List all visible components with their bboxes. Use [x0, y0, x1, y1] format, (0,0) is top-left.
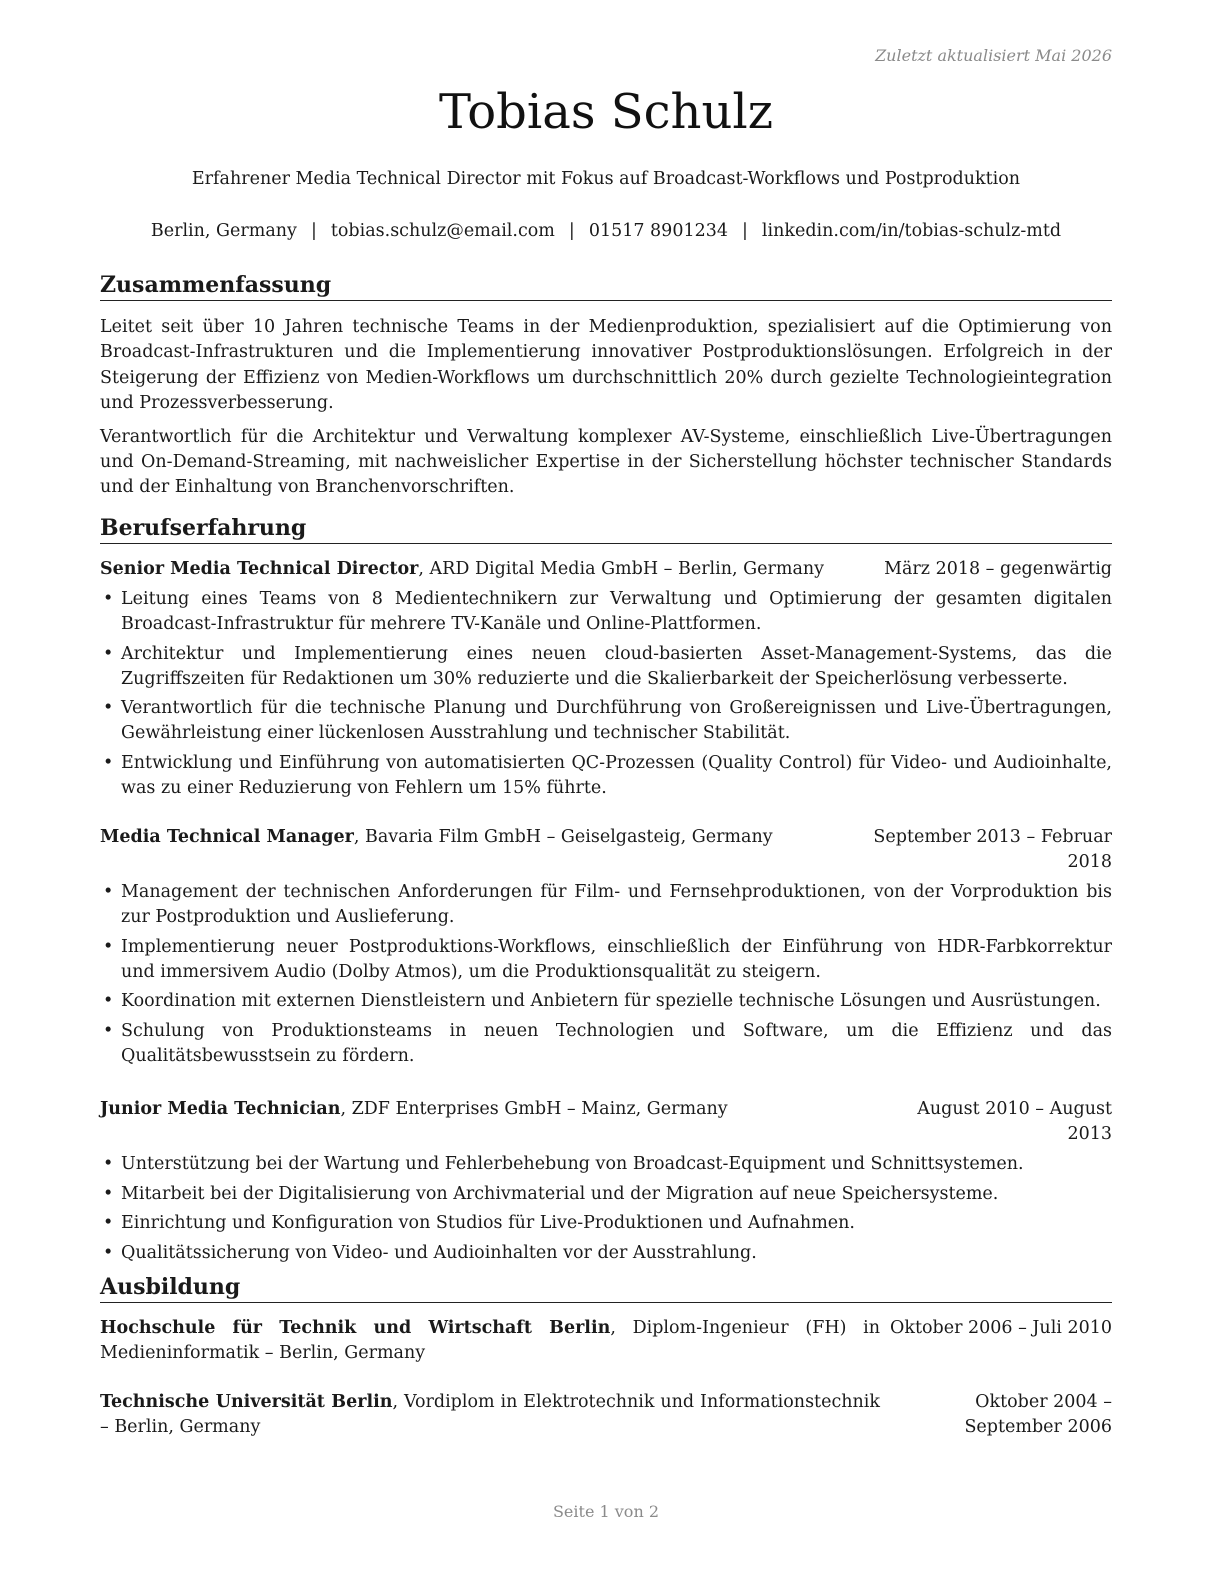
list-item: • Mitarbeit bei der Digitalisierung von Archivmaterial und der Migration auf neue Speichersysteme.: [100, 1182, 1112, 1207]
candidate-name: Tobias Schulz: [438, 84, 773, 140]
contact-line: [100, 221, 1112, 241]
job-header: [100, 825, 1112, 875]
job-entry: [100, 557, 1112, 805]
education-detail: , Diplom-Ingenieur (FH) in Medieninformatik – Berlin, Germany: [100, 1318, 881, 1363]
list-item: • Qualitätssicherung von Video- und Audioinhalten vor der Ausstrahlung.: [100, 1241, 1112, 1266]
job-dates: August 2010 – August 2013: [917, 1099, 1112, 1144]
education-header: [100, 1316, 1112, 1366]
experience-section: [100, 513, 1112, 544]
job-bullets: [100, 1152, 1112, 1266]
education-dates: Oktober 2006 – Juli 2010: [890, 1318, 1112, 1338]
section-title-summary: Zusammenfassung: [100, 270, 1112, 301]
contact-separator: |: [310, 221, 317, 241]
list-item: • Implementierung neuer Postproduktions-Workflows, einschließlich der Einführung von HDR-Farbkorrektur und immersivem Audio (Dolby Atmos), um die Produktionsqualität zu steigern.: [100, 935, 1112, 985]
education-header: [100, 1390, 1112, 1440]
section-title-education: Ausbildung: [100, 1272, 1112, 1303]
education-detail: , Vordiplom in Elektrotechnik und Informationstechnik – Berlin, Germany: [100, 1392, 880, 1437]
job-header: [100, 557, 1112, 582]
list-item: • Verantwortlich für die technische Planung und Durchführung von Großereignissen und Live-Übertragungen, Gewährleistung einer lückenlosen Ausstrahlung und technischer Stabilität.: [100, 696, 1112, 746]
education-school: Hochschule für Technik und Wirtschaft Berlin: [100, 1318, 611, 1338]
last-updated: Zuletzt aktualisiert Mai 2026: [875, 46, 1112, 65]
job-org: , ZDF Enterprises GmbH – Mainz, Germany: [340, 1099, 728, 1119]
contact-separator: |: [741, 221, 748, 241]
summary-section: [100, 270, 1112, 501]
job-entry: [100, 1097, 1112, 1270]
job-dates: März 2018 – gegenwärtig: [884, 559, 1112, 579]
job-entry: [100, 825, 1112, 1073]
contact-separator: |: [568, 221, 575, 241]
contact-email[interactable]: tobias.schulz@email.com: [330, 221, 555, 241]
list-item: • Einrichtung und Konfiguration von Studios für Live-Produktionen und Aufnahmen.: [100, 1211, 1112, 1236]
education-entry: [100, 1316, 1112, 1366]
job-org: , Bavaria Film GmbH – Geiselgasteig, Germany: [353, 827, 773, 847]
job-role: Media Technical Manager: [100, 827, 354, 847]
job-dates: September 2013 – Februar 2018: [873, 827, 1112, 872]
job-header: [100, 1097, 1112, 1147]
list-item: • Management der technischen Anforderungen für Film- und Fernsehproduktionen, von der Vorproduktion bis zur Postproduktion und Auslieferung.: [100, 880, 1112, 930]
job-role: Junior Media Technician: [100, 1099, 341, 1119]
education-school: Technische Universität Berlin: [100, 1392, 393, 1412]
list-item: • Entwicklung und Einführung von automatisierten QC-Prozessen (Quality Control) für Video- und Audioinhalte, was zu einer Reduzierung von Fehlern um 15% führte.: [100, 751, 1112, 801]
contact-location: Berlin, Germany: [150, 221, 297, 241]
contact-phone: 01517 8901234: [588, 221, 728, 241]
education-entry: [100, 1390, 1112, 1440]
page-number: Seite 1 von 2: [552, 1502, 660, 1521]
education-dates: Oktober 2004 – September 2006: [964, 1392, 1112, 1437]
job-role: Senior Media Technical Director: [100, 559, 419, 579]
list-item: • Koordination mit externen Dienstleistern und Anbietern für spezielle technische Lösungen und Ausrüstungen.: [100, 989, 1112, 1014]
list-item: • Unterstützung bei der Wartung und Fehlerbehebung von Broadcast-Equipment und Schnittsystemen.: [100, 1152, 1112, 1177]
list-item: • Schulung von Produktionsteams in neuen Technologien und Software, um die Effizienz und das Qualitätsbewusstsein zu fördern.: [100, 1019, 1112, 1069]
section-title-experience: Berufserfahrung: [100, 513, 1112, 544]
job-bullets: [100, 587, 1112, 801]
education-section: [100, 1272, 1112, 1303]
job-org: , ARD Digital Media GmbH – Berlin, Germany: [418, 559, 825, 579]
contact-linkedin[interactable]: linkedin.com/in/tobias-schulz-mtd: [761, 221, 1062, 241]
list-item: • Architektur und Implementierung eines neuen cloud-basierten Asset-Management-Systems, das die Zugriffszeiten für Redaktionen um 30% reduzierte und die Skalierbarkeit der Speicherlösung verbesserte.: [100, 642, 1112, 692]
list-item: • Leitung eines Teams von 8 Medientechnikern zur Verwaltung und Optimierung der gesamten digitalen Broadcast-Infrastruktur für mehrere TV-Kanäle und Online-Plattformen.: [100, 587, 1112, 637]
summary-paragraph: Verantwortlich für die Architektur und Verwaltung komplexer AV-Systeme, einschließlich Live-Übertragungen und On-Demand-Streaming, mit nachweislicher Expertise in der Sicherstellung höchster technischer Standards und der Einhaltung von Branchenvorschriften.: [100, 426, 1112, 498]
job-bullets: [100, 880, 1112, 1069]
tagline: Erfahrener Media Technical Director mit Fokus auf Broadcast-Workflows und Postproduktion: [191, 169, 1021, 189]
summary-paragraph: Leitet seit über 10 Jahren technische Teams in der Medienproduktion, spezialisiert auf die Optimierung von Broadcast-Infrastrukturen und die Implementierung innovativer Postproduktionslösungen. Erfolgreich in der Steigerung der Effizienz von Medien-Workflows um durchschnittlich 20% durch gezielte Technologieintegration und Prozessverbesserung.: [100, 317, 1112, 414]
